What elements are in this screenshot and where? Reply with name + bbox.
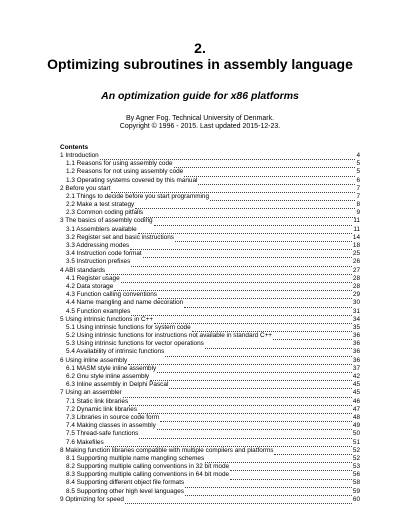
toc-page-number: 8: [356, 201, 360, 209]
toc-page-number: 18: [352, 242, 360, 250]
toc-entry-title: 8.5 Supporting other high level languages: [66, 487, 184, 495]
toc-entry-title: 6.2 Gnu style inline assembly: [66, 373, 150, 381]
toc-chapter-entry[interactable]: [60, 152, 360, 160]
document-subtitle: An optimization guide for x86 platforms: [101, 90, 299, 102]
toc-page-number: 48: [352, 413, 360, 421]
toc-page-number: 11: [353, 225, 360, 233]
toc-dot-leader: [157, 367, 352, 373]
toc-section-entry[interactable]: [60, 480, 360, 488]
toc-section-entry[interactable]: [60, 488, 360, 496]
toc-dot-leader: [274, 449, 351, 455]
toc-chapter-entry[interactable]: [60, 316, 360, 324]
table-of-contents: [60, 152, 360, 504]
toc-page-number: 50: [352, 430, 360, 438]
toc-entry-title: 3.5 Instruction prefixes: [66, 258, 131, 266]
toc-dot-leader: [175, 236, 352, 242]
toc-section-entry[interactable]: [60, 365, 360, 373]
toc-page-number: 59: [352, 487, 360, 495]
toc-dot-leader: [128, 359, 352, 365]
toc-dot-leader: [143, 252, 352, 258]
toc-page-number: 52: [352, 454, 360, 462]
toc-section-entry[interactable]: [60, 275, 360, 283]
toc-dot-leader: [131, 260, 352, 266]
toc-section-entry[interactable]: [60, 332, 360, 340]
toc-entry-title: 1 Introduction: [60, 151, 99, 159]
toc-section-entry[interactable]: [60, 349, 360, 357]
toc-entry-title: 2.3 Common coding pitfalls: [66, 209, 144, 217]
toc-page-number: 11: [353, 217, 360, 225]
toc-dot-leader: [185, 482, 352, 488]
toc-section-entry[interactable]: [60, 242, 360, 250]
toc-dot-leader: [150, 375, 352, 381]
toc-entry-title: 2.2 Make a test strategy: [66, 201, 135, 209]
toc-section-entry[interactable]: [60, 177, 360, 185]
toc-chapter-entry[interactable]: [60, 218, 360, 226]
toc-page-number: 5: [356, 168, 360, 176]
toc-entry-title: 3.1 Assemblers available: [66, 225, 137, 233]
toc-dot-leader: [154, 220, 353, 226]
author-line: By Agner Fog. Technical University of Denmark.: [125, 115, 275, 122]
toc-page-number: 7: [356, 184, 360, 192]
toc-section-entry[interactable]: [60, 406, 360, 414]
toc-entry-title: 7.1 Static link libraries: [66, 397, 129, 405]
toc-entry-title: 3.4 Instruction code format: [66, 250, 142, 258]
toc-section-entry[interactable]: [60, 398, 360, 406]
toc-section-entry[interactable]: [60, 340, 360, 348]
copyright-line: Copyright © 1996 - 2015. Last updated 2015-12-23.: [119, 123, 281, 130]
toc-entry-title: 4.3 Function calling conventions: [66, 291, 157, 299]
toc-page-number: 56: [352, 471, 360, 479]
toc-section-entry[interactable]: [60, 414, 360, 422]
toc-dot-leader: [144, 211, 355, 217]
toc-page-number: 5: [356, 160, 360, 168]
toc-entry-title: 5 Using intrinsic functions in C++: [60, 315, 154, 323]
toc-section-entry[interactable]: [60, 324, 360, 332]
toc-dot-leader: [135, 203, 355, 209]
toc-page-number: 34: [352, 315, 360, 323]
toc-section-entry[interactable]: [60, 430, 360, 438]
toc-page-number: 51: [352, 438, 360, 446]
toc-section-entry[interactable]: [60, 439, 360, 447]
toc-dot-leader: [205, 342, 352, 348]
toc-dot-leader: [174, 162, 356, 168]
toc-section-entry[interactable]: [60, 422, 360, 430]
toc-entry-title: 8.4 Supporting different object file formats: [66, 479, 185, 487]
toc-dot-leader: [165, 351, 352, 357]
toc-entry-title: 4.2 Data storage: [66, 282, 114, 290]
toc-page-number: 49: [352, 422, 360, 430]
toc-section-entry[interactable]: [60, 250, 360, 258]
toc-section-entry[interactable]: [60, 381, 360, 389]
toc-entry-title: 4.5 Function examples: [66, 307, 131, 315]
toc-dot-leader: [198, 179, 355, 185]
toc-page-number: 36: [352, 340, 360, 348]
toc-page-number: 28: [352, 282, 360, 290]
toc-entry-title: 7.4 Making classes in assembly: [66, 422, 156, 430]
toc-page-number: 42: [352, 373, 360, 381]
toc-page-number: 6: [356, 176, 360, 184]
toc-dot-leader: [139, 432, 352, 438]
toc-page-number: 60: [352, 495, 360, 503]
toc-section-entry[interactable]: [60, 209, 360, 217]
toc-chapter-entry[interactable]: [60, 267, 360, 275]
toc-dot-leader: [130, 244, 352, 250]
toc-dot-leader: [160, 416, 352, 422]
toc-section-entry[interactable]: [60, 234, 360, 242]
toc-entry-title: 3 The basics of assembly coding: [60, 217, 153, 225]
toc-page-number: 35: [352, 323, 360, 331]
toc-entry-title: 2.1 Things to decide before you start programming: [66, 192, 210, 200]
toc-section-entry[interactable]: [60, 283, 360, 291]
toc-section-entry[interactable]: [60, 160, 360, 168]
toc-entry-title: 7 Using an assembler: [60, 389, 122, 397]
toc-entry-title: 1.3 Operating systems covered by this manual: [66, 176, 198, 184]
toc-dot-leader: [131, 310, 352, 316]
toc-entry-title: 2 Before you start: [60, 184, 111, 192]
toc-dot-leader: [230, 465, 352, 471]
toc-entry-title: 9 Optimizing for speed: [60, 495, 124, 503]
toc-chapter-entry[interactable]: [60, 447, 360, 455]
toc-entry-title: 3.2 Register set and basic instructions: [66, 233, 174, 241]
toc-dot-leader: [185, 490, 352, 496]
toc-page-number: 4: [356, 151, 360, 159]
toc-chapter-entry[interactable]: [60, 389, 360, 397]
document-title: Optimizing subroutines in assembly language: [47, 56, 353, 72]
toc-entry-title: 5.2 Using intrinsic functions for instructions not available in standard C++: [66, 332, 273, 340]
toc-dot-leader: [169, 383, 352, 389]
toc-dot-leader: [184, 301, 352, 307]
toc-chapter-entry[interactable]: [60, 357, 360, 365]
toc-section-entry[interactable]: [60, 226, 360, 234]
toc-chapter-entry[interactable]: [60, 185, 360, 193]
toc-section-entry[interactable]: [60, 291, 360, 299]
toc-entry-title: 1.2 Reasons for not using assembly code: [66, 168, 184, 176]
toc-entry-title: 8.2 Supporting multiple calling conventions in 32 bit mode: [66, 463, 230, 471]
toc-page-number: 45: [352, 381, 360, 389]
toc-page-number: 52: [352, 446, 360, 454]
toc-section-entry[interactable]: [60, 258, 360, 266]
toc-entry-title: 5.3 Using intrinsic functions for vector operations: [66, 340, 204, 348]
toc-page-number: 46: [352, 397, 360, 405]
toc-dot-leader: [157, 424, 352, 430]
toc-dot-leader: [158, 293, 352, 299]
toc-page-number: 25: [352, 250, 360, 258]
toc-dot-leader: [129, 400, 352, 406]
toc-page-number: 36: [352, 348, 360, 356]
toc-entry-title: 5.4 Availability of intrinsic functions: [66, 348, 165, 356]
toc-entry-title: 7.3 Libraries in source code form: [66, 413, 160, 421]
toc-page-number: 30: [352, 299, 360, 307]
toc-entry-title: 6 Using inline assembly: [60, 356, 128, 364]
toc-entry-title: 7.5 Thread-safe functions: [66, 430, 139, 438]
toc-page-number: 9: [356, 209, 360, 217]
toc-page-number: 47: [352, 405, 360, 413]
toc-page-number: 14: [352, 233, 360, 241]
toc-dot-leader: [125, 498, 352, 504]
toc-entry-title: 5.1 Using intrinsic functions for system code: [66, 323, 191, 331]
toc-dot-leader: [121, 277, 352, 283]
toc-dot-leader: [273, 334, 352, 340]
toc-page-number: 58: [352, 479, 360, 487]
toc-entry-title: 4.4 Name mangling and name decoration: [66, 299, 184, 307]
toc-entry-title: 6.3 Inline assembly in Delphi Pascal: [66, 381, 169, 389]
toc-dot-leader: [184, 170, 355, 176]
toc-entry-title: 1.1 Reasons for using assembly code: [66, 160, 173, 168]
toc-page-number: 36: [352, 332, 360, 340]
toc-section-entry[interactable]: [60, 201, 360, 209]
toc-dot-leader: [210, 195, 355, 201]
toc-dot-leader: [230, 473, 352, 479]
toc-entry-title: 3.3 Addressing modes: [66, 242, 130, 250]
toc-section-entry[interactable]: [60, 455, 360, 463]
toc-entry-title: 7.6 Makefiles: [66, 438, 104, 446]
chapter-number: 2.: [194, 40, 206, 56]
toc-entry-title: 8.1 Supporting multiple name mangling schemes: [66, 454, 205, 462]
toc-section-entry[interactable]: [60, 299, 360, 307]
toc-section-entry[interactable]: [60, 463, 360, 471]
toc-dot-leader: [106, 269, 352, 275]
toc-entry-title: 4.1 Register usage: [66, 274, 120, 282]
toc-section-entry[interactable]: [60, 373, 360, 381]
toc-chapter-entry[interactable]: [60, 496, 360, 504]
toc-page-number: 36: [352, 356, 360, 364]
toc-page-number: 45: [352, 389, 360, 397]
toc-page-number: 29: [352, 291, 360, 299]
toc-section-entry[interactable]: [60, 168, 360, 176]
toc-page-number: 26: [352, 258, 360, 266]
toc-page-number: 28: [352, 274, 360, 282]
toc-page-number: 37: [352, 364, 360, 372]
toc-page-number: 7: [356, 192, 360, 200]
toc-entry-title: 6.1 MASM style inline assembly: [66, 364, 157, 372]
toc-entry-title: 7.2 Dynamic link libraries: [66, 405, 138, 413]
toc-dot-leader: [123, 391, 352, 397]
toc-entry-title: 4 ABI standards: [60, 266, 106, 274]
toc-section-entry[interactable]: [60, 308, 360, 316]
toc-section-entry[interactable]: [60, 471, 360, 479]
contents-heading: Contents: [60, 144, 89, 151]
toc-page-number: 53: [352, 463, 360, 471]
toc-dot-leader: [138, 408, 352, 414]
toc-entry-title: 8 Making function libraries compatible with multiple compilers and platforms: [60, 446, 274, 454]
toc-page-number: 31: [352, 307, 360, 315]
toc-entry-title: 8.3 Supporting multiple calling conventions in 64 bit mode: [66, 471, 230, 479]
toc-page-number: 27: [352, 266, 360, 274]
toc-section-entry[interactable]: [60, 193, 360, 201]
